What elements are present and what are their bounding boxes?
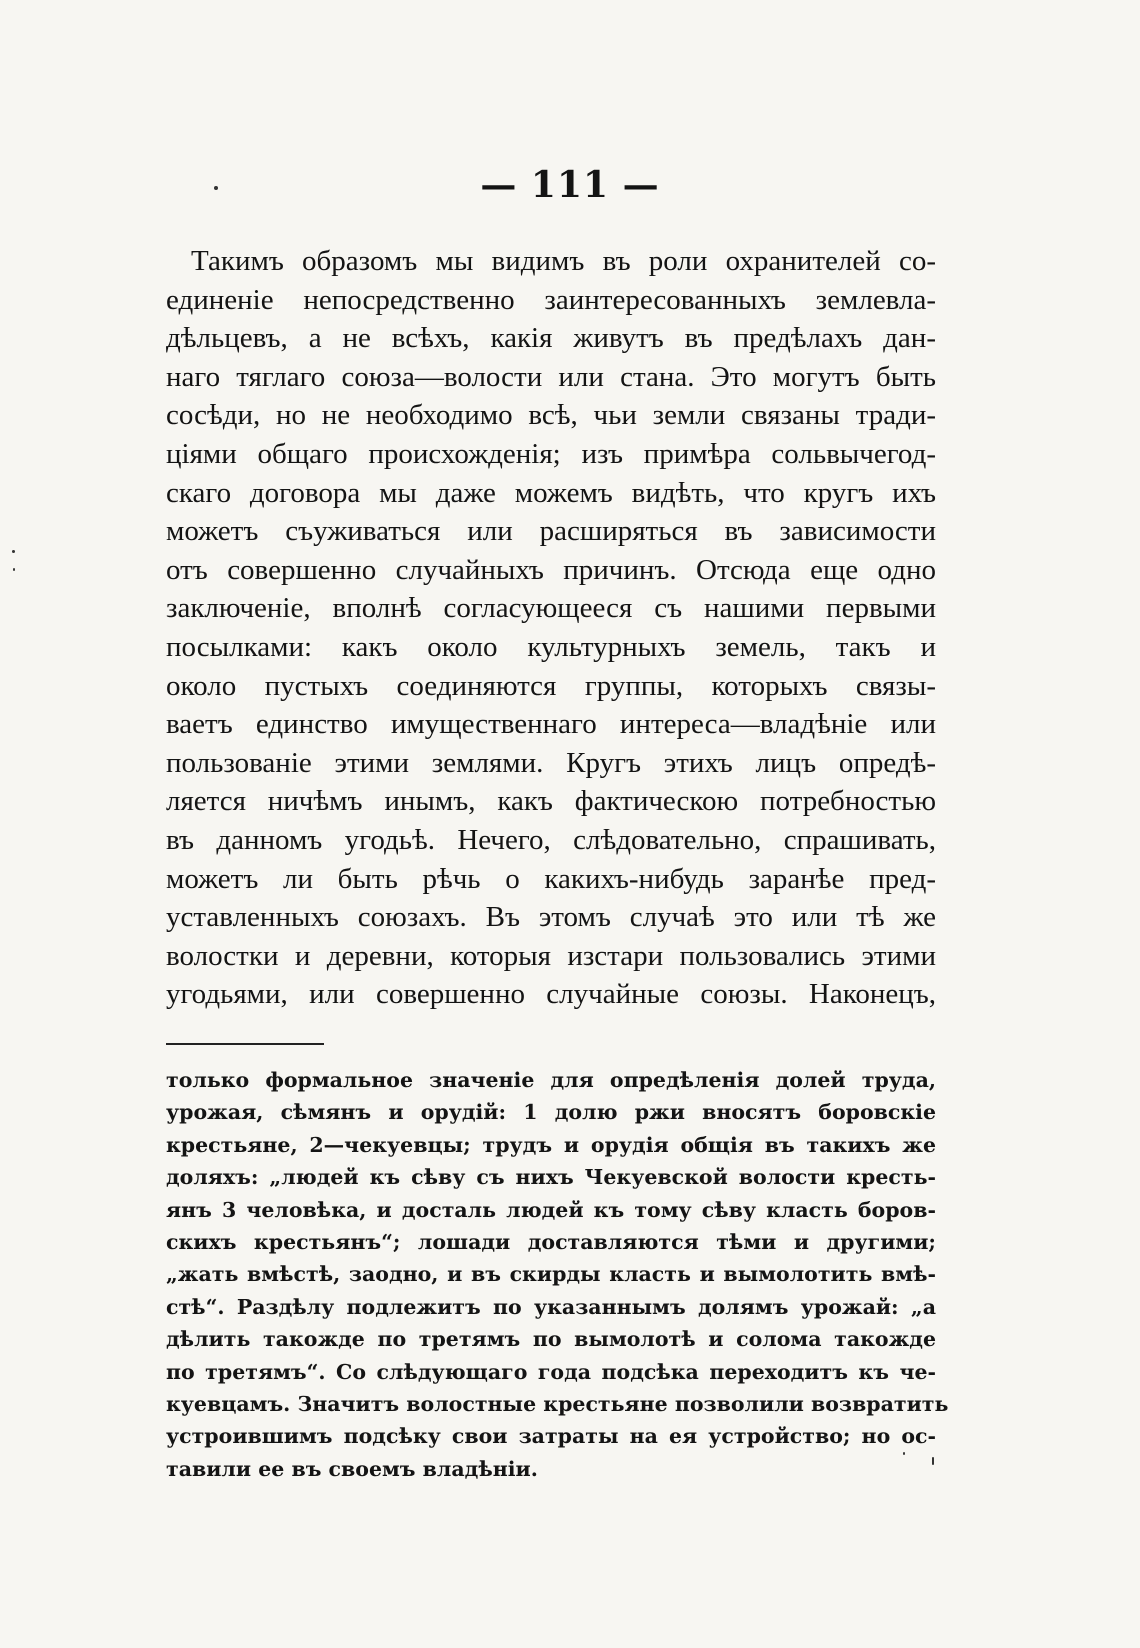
footnote-line: стѣ“. Раздѣлу подлежитъ по указаннымъ долямъ урожай: „а xyxy=(166,1294,936,1319)
footnote-line: скихъ крестьянъ“; лошади доставляются тѣми и другими; xyxy=(166,1230,936,1255)
text-line: ляется ничѣмъ инымъ, какъ фактическою потребностью xyxy=(166,785,936,818)
text-line: угодьями, или совершенно случайные союзы. Наконецъ, xyxy=(166,978,936,1011)
ink-speck xyxy=(12,550,15,553)
footnote-line: тавили ее въ своемъ владѣніи. xyxy=(166,1456,538,1481)
text-line: можетъ ли быть рѣчь о какихъ-нибудь заранѣе пред- xyxy=(166,862,936,895)
footnote-line: только формальное значеніе для опредѣленія долей труда, xyxy=(166,1068,936,1092)
footnote-line: по третямъ“. Со слѣдующаго года подсѣка переходитъ къ че- xyxy=(166,1359,936,1384)
text-line: ваетъ единство имущественнаго интереса—владѣніе или xyxy=(166,708,936,741)
text-line: наго тяглаго союза—волости или стана. Это могутъ быть xyxy=(166,360,936,393)
footnote-line: „жать вмѣстѣ, заодно, и въ скирды класть и вымолотить вмѣ- xyxy=(166,1262,936,1287)
main-paragraph xyxy=(166,242,936,1014)
text-line: Такимъ образомъ мы видимъ въ роли охранителей со- xyxy=(191,245,936,277)
footnote-line: янъ 3 человѣка, и досталь людей къ тому сѣву класть боров- xyxy=(166,1197,936,1222)
text-line: посылками: какъ около культурныхъ земель, такъ и xyxy=(166,630,936,663)
footnote xyxy=(166,1064,949,1485)
ink-speck xyxy=(214,186,218,190)
text-line: уставленныхъ союзахъ. Въ этомъ случаѣ это или тѣ же xyxy=(166,901,936,934)
footnote-line: куевцамъ. Значитъ волостные крестьяне позволили возвратить xyxy=(166,1392,949,1417)
footnote-line: устроившимъ подсѣку свои затраты на ея устройство; но ос- xyxy=(166,1424,936,1449)
footnote-line: крестьяне, 2—чекуевцы; трудъ и орудія общія въ такихъ же xyxy=(166,1132,936,1157)
page-number: — 111 — xyxy=(480,164,660,206)
ink-speck xyxy=(13,568,15,571)
text-line: отъ совершенно случайныхъ причинъ. Отсюда еще одно xyxy=(166,553,936,586)
text-line: скаго договора мы даже можемъ видѣть, что кругъ ихъ xyxy=(166,476,936,509)
text-line: въ данномъ угодьѣ. Нечего, слѣдовательно, спрашивать, xyxy=(166,823,936,856)
text-line: пользованіе этими землями. Кругъ этихъ лицъ опредѣ- xyxy=(166,746,936,779)
footnote-line: урожая, сѣмянъ и орудій: 1 долю ржи вносятъ боровскіе xyxy=(166,1100,936,1125)
text-line: заключеніе, вполнѣ согласующееся съ нашими первыми xyxy=(166,592,936,625)
footnote-divider xyxy=(166,1043,324,1045)
text-line: около пустыхъ соединяются группы, которыхъ связы- xyxy=(166,669,936,702)
text-line: можетъ съуживаться или расширяться въ зависимости xyxy=(166,515,936,548)
text-line: сосѣди, но не необходимо всѣ, чьи земли связаны тради- xyxy=(166,399,936,432)
text-line: волостки и деревни, которыя изстари пользовались этими xyxy=(166,939,936,972)
footnote-line: доляхъ: „людей къ сѣву съ нихъ Чекуевской волости кресть- xyxy=(166,1165,936,1190)
text-line: единеніе непосредственно заинтересованныхъ землевла- xyxy=(166,283,936,316)
text-line: дѣльцевъ, а не всѣхъ, какія живутъ въ предѣлахъ дан- xyxy=(166,322,936,355)
text-line: ціями общаго происхожденія; изъ примѣра сольвычегод- xyxy=(166,437,936,470)
footnote-line: дѣлить такожде по третямъ по вымолотѣ и солома такожде xyxy=(166,1327,936,1352)
